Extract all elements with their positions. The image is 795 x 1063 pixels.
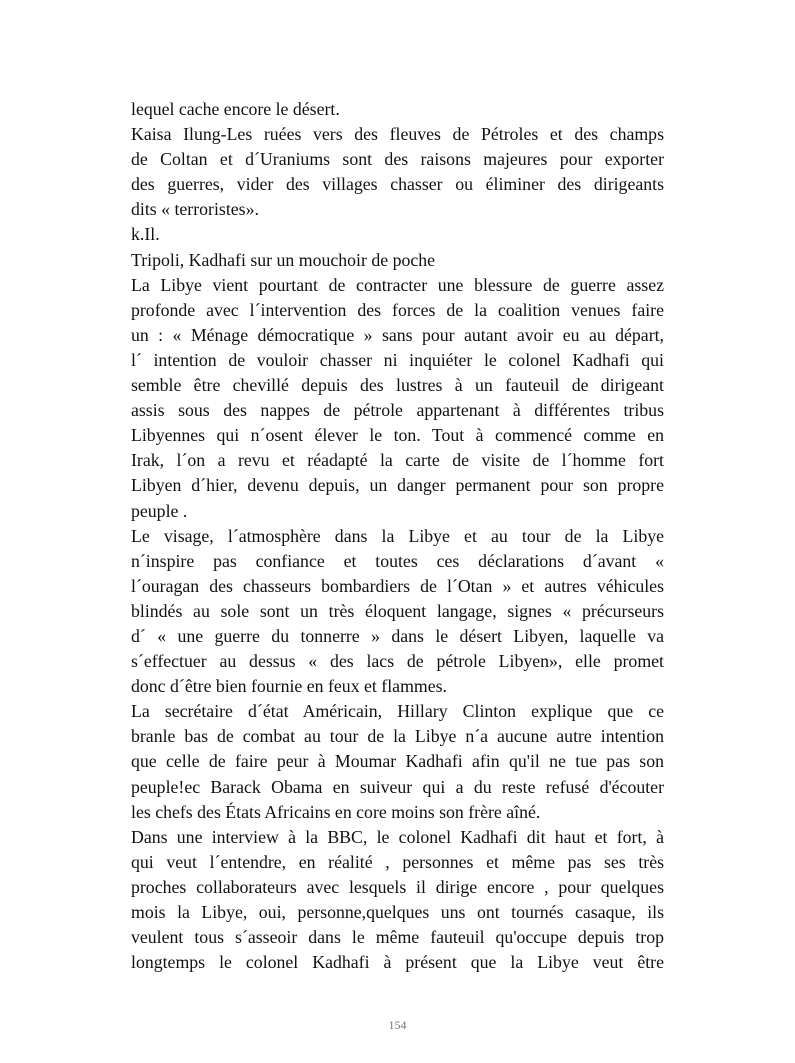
text-line: Libyen d´hier, devenu depuis, un danger permanent pour son propre: [131, 475, 664, 496]
text-line: Kaisa Ilung-Les ruées vers des fleuves de Pétroles et des champs: [131, 124, 664, 145]
text-line: que celle de faire peur à Moumar Kadhafi afin qu'il ne tue pas son: [131, 751, 664, 772]
text-line: l´ intention de vouloir chasser ni inquiéter le colonel Kadhafi qui: [131, 349, 664, 370]
body-text: [131, 97, 664, 975]
text-line: des guerres, vider des villages chasser ou éliminer des dirigeants: [131, 174, 664, 195]
text-line: Tripoli, Kadhafi sur un mouchoir de poche: [131, 249, 436, 270]
text-line: mois la Libye, oui, personne,quelques uns ont tournés casaque, ils: [131, 902, 664, 922]
text-line: profonde avec l´intervention des forces de la coalition venues faire: [131, 299, 664, 320]
text-line: donc d´être bien fournie en feux et flammes.: [131, 676, 447, 697]
text-line: n´inspire pas confiance et toutes ces déclarations d´avant «: [131, 550, 664, 571]
text-line: branle bas de combat au tour de la Libye n´a aucune autre intention: [131, 726, 664, 747]
text-line: blindés au sole sont un très éloquent langage, signes « précurseurs: [131, 600, 664, 621]
page-number: 154: [388, 1018, 407, 1032]
text-line: k.Il.: [131, 224, 160, 245]
text-line: qui veut l´entendre, en réalité , personnes et même pas ses très: [131, 851, 664, 872]
text-line: Irak, l´on a revu et réadapté la carte de visite de l´homme fort: [131, 450, 664, 471]
text-line: veulent tous s´asseoir dans le même fauteuil qu'occupe depuis trop: [131, 927, 664, 948]
text-line: La secrétaire d´état Américain, Hillary Clinton explique que ce: [131, 701, 664, 722]
text-line: Le visage, l´atmosphère dans la Libye et au tour de la Libye: [131, 525, 664, 546]
text-line: dits « terroristes».: [131, 199, 259, 220]
text-line: peuple!ec Barack Obama en suiveur qui a du reste refusé d'écouter: [131, 776, 664, 797]
text-line: Dans une interview à la BBC, le colonel Kadhafi dit haut et fort, à: [131, 826, 664, 847]
text-line: longtemps le colonel Kadhafi à présent que la Libye veut être: [131, 952, 664, 973]
text-line: de Coltan et d´Uraniums sont des raisons majeures pour exporter: [131, 149, 664, 170]
text-line: assis sous des nappes de pétrole appartenant à différentes tribus: [131, 400, 664, 421]
text-line: peuple .: [131, 500, 188, 521]
text-line: proches collaborateurs avec lesquels il dirige encore , pour quelques: [131, 876, 664, 897]
text-line: s´effectuer au dessus « des lacs de pétrole Libyen», elle promet: [131, 651, 664, 672]
text-line: un : « Ménage démocratique » sans pour autant avoir eu au départ,: [131, 324, 664, 345]
text-line: les chefs des États Africains en core moins son frère aîné.: [131, 801, 541, 822]
text-line: l´ouragan des chasseurs bombardiers de l´Otan » et autres véhicules: [131, 575, 664, 596]
text-line: semble être chevillé depuis des lustres à un fauteuil de dirigeant: [131, 375, 664, 396]
text-line: lequel cache encore le désert.: [131, 99, 340, 119]
text-line: La Libye vient pourtant de contracter une blessure de guerre assez: [131, 274, 664, 295]
text-line: Libyennes qui n´osent élever le ton. Tout à commencé comme en: [131, 425, 664, 446]
text-line: d´ « une guerre du tonnerre » dans le désert Libyen, laquelle va: [131, 625, 664, 646]
